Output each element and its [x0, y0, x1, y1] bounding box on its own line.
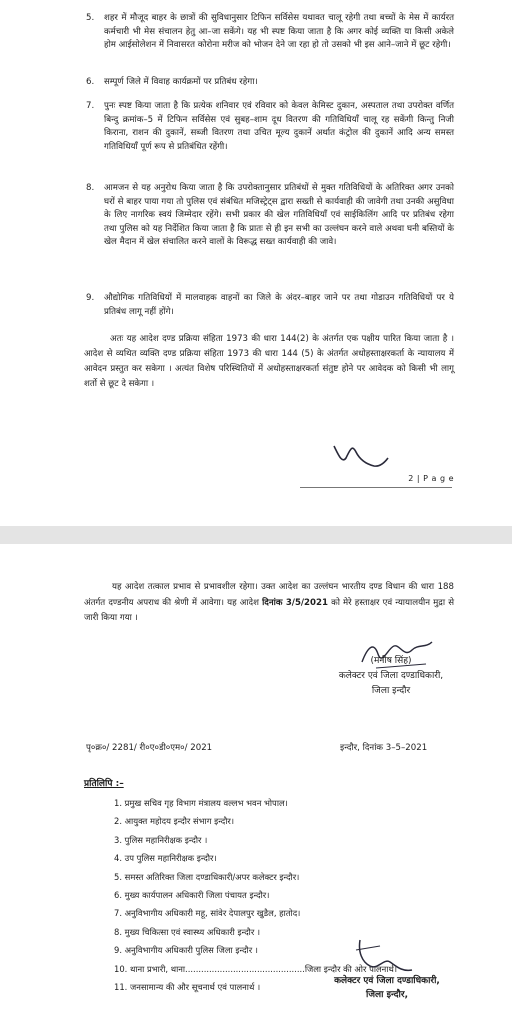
page-gap — [0, 526, 512, 544]
document-page-2 — [0, 544, 512, 1024]
reference-number: पृ०क्र०/ 2281/ री०ए०डी०एम०/ 2021 — [86, 743, 213, 753]
item-text-9: औद्योगिक गतिविधियों में मालवाहक वाहनों का जिले के अंदर–बाहर जाने पर तथा गोडाउन गतिविधियों पर ये प्रतिबंध लागू नहीं होंगे। — [104, 293, 454, 317]
item-number-5: 5. — [86, 13, 95, 23]
item-text-8: आमजन से यह अनुरोध किया जाता है कि उपरोक्तानुसार प्रतिबंधों से मुक्त गतिविधियों के अतिरिक्त अगर उनको घरों से बाहर पाया गया तो पुलिस एवं संबंधित मजिस्ट्रेट्स द्वारा सख्ती से कार्यवाही की जावेगी तथा उनकी असुविधा के लिए नागरिक स्वयं जिम्मेदार रहेंगे। सभी प्रकार की खेल गतिविधियाँ एवं साईकिलिंग आदि पर प्रतिबंध रहेगा तथा पुलिस को यह निर्देशित किया जाता है कि प्रातः से ही इन सभी का उल्लंघन करने वाले अथवा घनी बस्तियों के खेल मैदान में खेल संचालित करने वालों के विरूद्ध सख्त कार्यवाही की जावे। — [104, 183, 454, 247]
list-item: 2. आयुक्त महोदय इन्दौर संभाग इन्दौर। — [114, 816, 234, 827]
copy-to-heading: प्रतिलिपि :– — [84, 779, 124, 789]
signatory-name: (मनीष सिंह) — [370, 656, 412, 666]
final-title: कलेक्टर एवं जिला दण्डाधिकारी, — [334, 976, 440, 986]
item-text-6: सम्पूर्ण जिले में विवाह कार्यक्रमों पर प्रतिबंध रहेगा। — [104, 77, 258, 87]
effect-date: दिनांक 3/5/2021 — [262, 597, 328, 608]
item-text-7: पुनः स्पष्ट किया जाता है कि प्रत्येक शनिवार एवं रविवार को केवल केमिस्ट दुकान, अस्पताल तथा उपरोक्त वर्णित बिन्दु क्रमांक–5 में टिफिन सर्विसेस एवं सुबह–शाम दूध वितरण की गतिविधियाँ चालू रह सकेंगी किन्तु निजी किराना, राशन की दुकानें, सब्जी वितरण तथा उचित मूल्य दुकानें अर्थात कंट्रोल की दुकानें आदि अन्य समस्त गतिविधियाँ पूर्ण रूप से प्रतिबंधित रहेंगी। — [104, 101, 454, 152]
item-number-8: 8. — [86, 183, 95, 193]
list-item: 9. अनुविभागीय अधिकारी पुलिस जिला इन्दौर । — [114, 945, 258, 956]
effect-text-2: को मेरे हस्ताक्षर एवं न्यायालयीन मुद्रा से जारी किया गया । — [84, 597, 455, 623]
effect-paragraph — [84, 580, 454, 627]
signature-mark-page-1 — [330, 436, 390, 470]
effect-text-1: यह आदेश तत्काल प्रभाव से प्रभावशील रहेगा। उक्त आदेश का उल्लंघन भारतीय दण्ड विधान की धारा 188 अंतर्गत दण्डनीय अपराध की श्रेणी में आवेगा। यह आदेश — [84, 582, 454, 608]
list-item: 8. मुख्य चिकित्सा एवं स्वास्थ्य अधिकारी इन्दौर । — [114, 926, 261, 937]
footer-rule — [300, 487, 452, 488]
list-item: 10. थाना प्रभारी, थाना.............................................जिला इन्दौर की ओर पालनार्थ। — [114, 963, 398, 974]
list-item: 11. जनसामान्य की और सूचनार्थ एवं पालनार्थ । — [114, 982, 261, 993]
final-district: जिला इन्दौर, — [366, 990, 408, 1000]
signatory-title: कलेक्टर एवं जिला दण्डाधिकारी, — [338, 671, 444, 681]
item-text-5: शहर में मौजूद बाहर के छात्रों की सुविधानुसार टिफिन सर्विसेस यथावत चालू रहेगी तथा बच्चों के मेस में कार्यरत कर्मचारी भी मेस संचालन हेतु आ–जा सकेंगे। यह भी स्पष्ट किया जाता है कि अगर कोई व्यक्ति या किसी अकेले होम आईसोलेशन में निवासरत कोरोना मरीज को भोजन देने जा रहा हो तो उसको भी इस आने–जाने में छूट रहेगी। — [104, 13, 454, 50]
item-number-6: 6. — [86, 77, 95, 87]
page-number: 2 | P a g e — [408, 474, 454, 483]
list-item: 4. उप पुलिस महानिरीक्षक इन्दौर। — [114, 853, 217, 864]
list-item: 1. प्रमुख सचिव गृह विभाग मंत्रालय वल्लभ भवन भोपाल। — [114, 798, 288, 808]
item-number-9: 9. — [86, 293, 95, 303]
reference-place-date: इन्दौर, दिनांक 3–5–2021 — [340, 743, 428, 753]
final-signatory-block — [322, 974, 452, 1002]
item-number-7: 7. — [86, 101, 95, 111]
closing-paragraph: अतः यह आदेश दण्ड प्रक्रिया संहिता 1973 की धारा 144(2) के अंतर्गत एक पक्षीय पारित किया जाता है । आदेश से व्यथित व्यक्ति दण्ड प्रक्रिया संहिता 1973 की धारा 144 (5) के अंतर्गत अधोहस्ताक्षरकर्ता के न्यायालय में आवेदन प्रस्तुत कर सकेगा । अत्यंत विशेष परिस्थितियों में अधोहस्ताक्षरकर्ता संतुष्ट होने पर आवेदक को किसी भी लागू शर्तो से छूट दे सकेगा । — [84, 334, 454, 389]
signatory-district: जिला इन्दौर — [371, 686, 411, 696]
signatory-block — [316, 654, 466, 699]
list-item: 5. समस्त अतिरिक्त जिला दण्डाधिकारी/अपर कलेक्टर इन्दौर। — [114, 871, 300, 882]
list-item: 7. अनुविभागीय अधिकारी महू, सांवेर देपालपुर खुडैल, हातोद। — [114, 908, 301, 919]
list-item: 3. पुलिस महानिरीक्षक इन्दौर । — [114, 834, 208, 845]
list-item: 6. मुख्य कार्यपालन अधिकारी जिला पंचायत इन्दौर। — [114, 890, 270, 901]
